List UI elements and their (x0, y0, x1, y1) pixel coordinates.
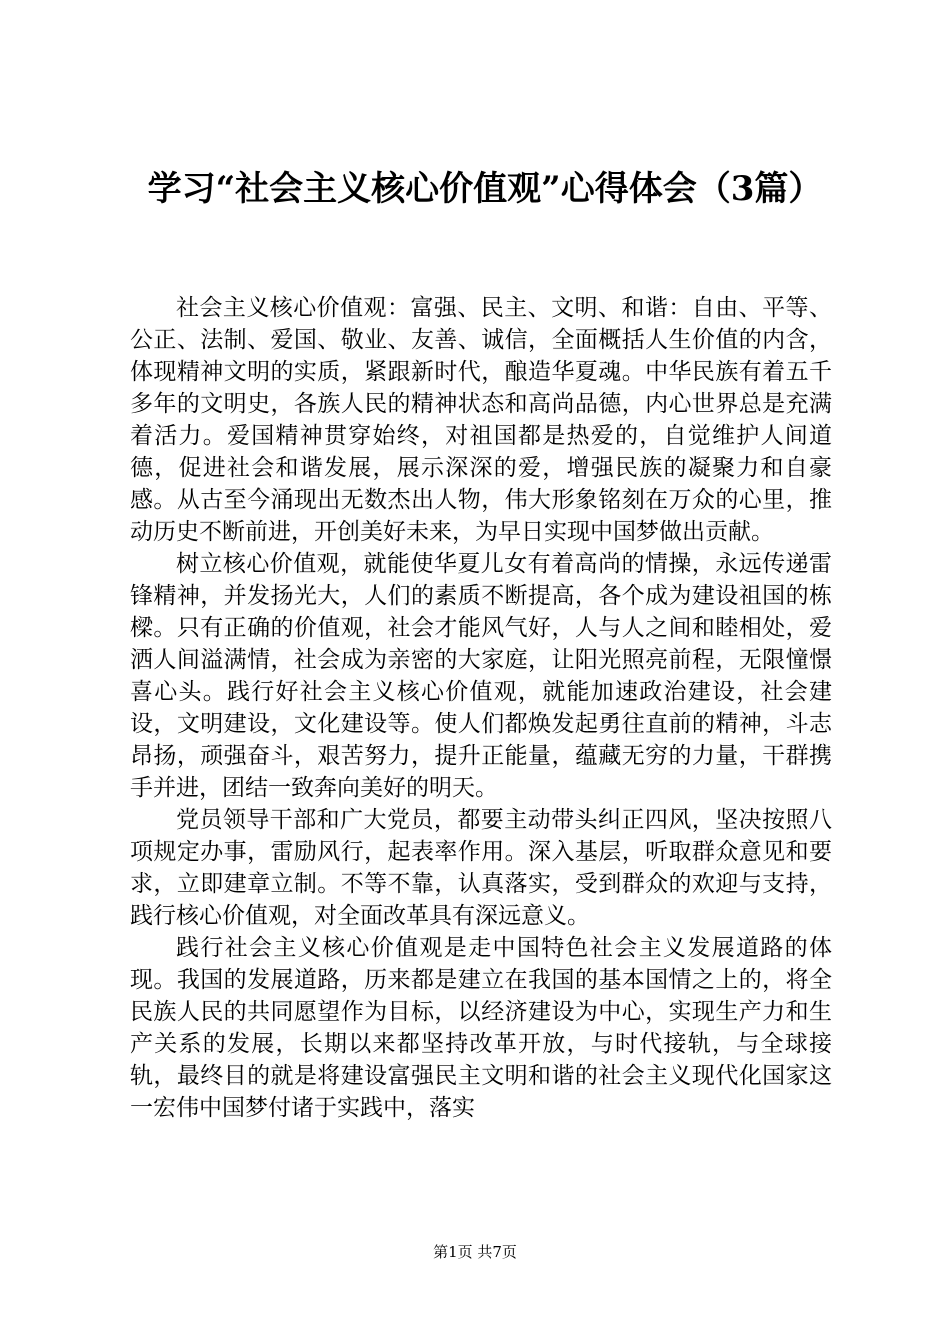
paragraph: 树立核心价值观，就能使华夏儿女有着高尚的情操，永远传递雷锋精神，并发扬光大，人们的素质不断提高，各个成为建设祖国的栋樑。只有正确的价值观，社会才能风气好，人与人之间和睦相处，爱洒人间溢满情，社会成为亲密的大家庭，让阳光照亮前程，无限憧憬喜心头。践行好社会主义核心价值观，就能加速政治建设，社会建设，文明建设，文化建设等。使人们都焕发起勇往直前的精神，斗志昂扬，顽强奋斗，艰苦努力，提升正能量，蕴藏无穷的力量，干群携手并进，团结一致奔向美好的明天。 (130, 551, 832, 801)
page-number-footer: 第1页 共7页 (433, 1243, 517, 1261)
paragraph: 党员领导干部和广大党员，都要主动带头纠正四风，坚决按照八项规定办事，雷励风行，起表率作用。深入基层，听取群众意见和要求，立即建章立制。不等不靠，认真落实，受到群众的欢迎与支持，践行核心价值观，对全面改革具有深远意义。 (130, 807, 832, 929)
paragraph: 社会主义核心价值观：富强、民主、文明、和谐：自由、平等、公正、法制、爱国、敬业、友善、诚信，全面概括人生价值的内含，体现精神文明的实质，紧跟新时代，酿造华夏魂。中华民族有着五千多年的文明史，各族人民的精神状态和高尚品德，内心世界总是充满着活力。爱国精神贯穿始终，对祖国都是热爱的，自觉维护人间道德，促进社会和谐发展，展示深深的爱，增强民族的凝聚力和自豪感。从古至今涌现出无数杰出人物，伟大形象铭刻在万众的心里，推动历史不断前进，开创美好未来，为早日实现中国梦做出贡献。 (130, 295, 832, 545)
document-body (130, 292, 832, 1124)
paragraph: 践行社会主义核心价值观是走中国特色社会主义发展道路的体现。我国的发展道路，历来都是建立在我国的基本国情之上的，将全民族人民的共同愿望作为目标，以经济建设为中心，实现生产力和生产关系的发展，长期以来都坚持改革开放，与时代接轨，与全球接轨，最终目的就是将建设富强民主文明和谐的社会主义现代化国家这一宏伟中国梦付诸于实践中，落实 (130, 935, 832, 1121)
document-title: 学习“社会主义核心价值观”心得体会（3篇） (147, 169, 823, 209)
